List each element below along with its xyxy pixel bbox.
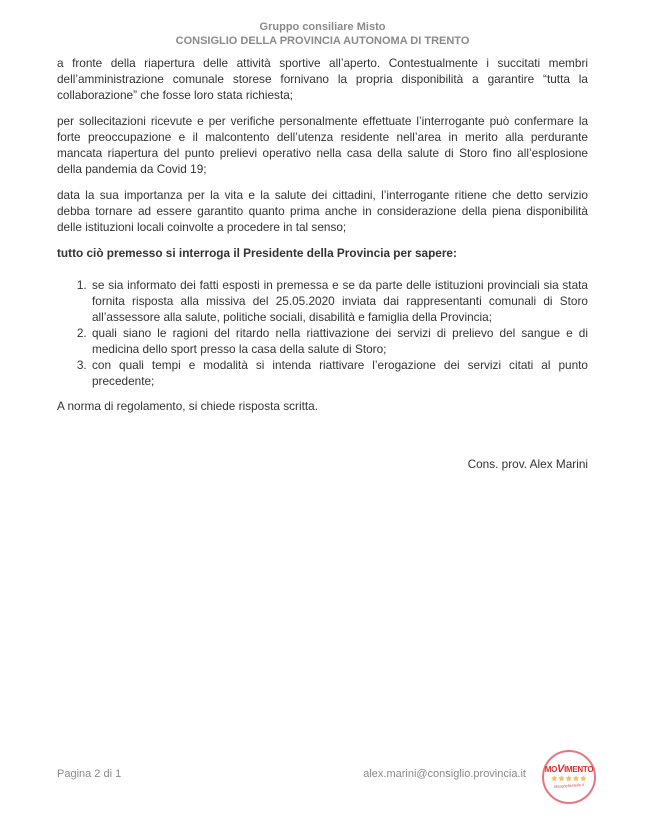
star-icons: ★★★★★	[550, 774, 588, 783]
question-text: con quali tempi e modalità si intenda riattivare l’erogazione dei servizi citati al punto precedente;	[92, 358, 588, 388]
logo-wordmark	[545, 765, 594, 774]
logo-subtext: ilblogdellestelle.it	[553, 781, 585, 790]
logo-word-v: V	[557, 763, 565, 775]
question-item	[90, 357, 588, 389]
question-item	[90, 277, 588, 325]
m5s-logo	[542, 750, 596, 804]
header-council-name: CONSIGLIO DELLA PROVINCIA AUTONOMA DI TRENTO	[175, 35, 470, 47]
logo-word-imento: IMENTO	[564, 765, 594, 774]
footer-email: alex.marini@consiglio.provincia.it	[363, 768, 526, 780]
paragraph: data la sua importanza per la vita e la salute dei cittadini, l’interrogante ritiene che detto servizio debba tornare ad essere garantito quanto prima anche in considerazione della piena disponibilità delle istituzioni locali coinvolte a procedere in tal senso;	[57, 188, 588, 234]
document-body	[57, 55, 588, 472]
signature: Cons. prov. Alex Marini	[467, 457, 588, 471]
question-text: se sia informato dei fatti esposti in premessa e se da parte delle istituzioni provinciali sia stata fornita risposta alla missiva del 25.05.2020 inviata dai rappresentanti comunali di Storo all’assessore alla salute, politiche sociali, disabilità e famiglia della Provincia;	[92, 278, 588, 324]
interrogation-lead: tutto ciò premesso si interroga il Presidente della Provincia per sapere:	[57, 246, 457, 260]
page-number: Pagina 2 di 1	[57, 768, 122, 780]
paragraph: per sollecitazioni ricevute e per verifiche personalmente effettuate l’interrogante può confermare la forte preoccupazione e il malcontento dell’utenza residente nell’area in merito alla perdurante mancata riapertura del punto prelievi operativo nella casa della salute di Storo fino all’esplosione della pandemia da Covid 19;	[57, 114, 588, 176]
closing-note: A norma di regolamento, si chiede risposta scritta.	[57, 399, 318, 413]
document-footer	[57, 763, 594, 826]
question-item	[90, 325, 588, 357]
questions-list	[57, 277, 588, 389]
logo-word-mo: MO	[544, 765, 558, 774]
header-group-name: Gruppo consiliare Misto	[259, 21, 386, 33]
question-text: quali siano le ragioni del ritardo nella riattivazione dei servizi di prelievo del sangue e di medicina dello sport presso la casa della salute di Storo;	[92, 326, 588, 356]
document-header	[57, 20, 588, 48]
paragraph: a fronte della riapertura delle attività sportive all’aperto. Contestualmente i succitati membri dell’amministrazione comunale storese fornivano la propria disponibilità a garantire “tutta la collaborazione” che fosse loro stata richiesta;	[57, 56, 588, 102]
